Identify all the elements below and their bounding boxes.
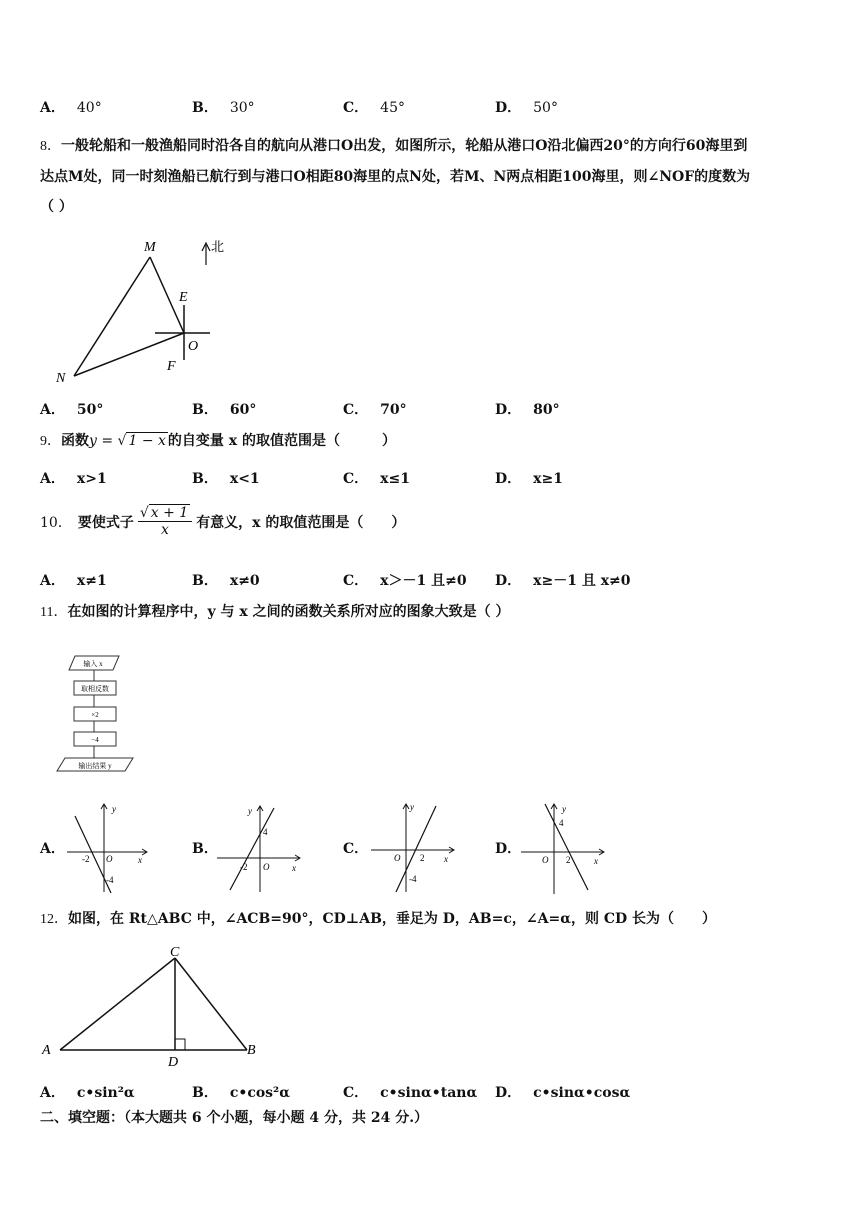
svg-text:取相反数: 取相反数: [81, 685, 109, 693]
q10-fraction: $\frac{√ x + 1}{x}$: [138, 505, 192, 538]
svg-text:y: y: [410, 802, 414, 812]
q7-option-a: A． 40°: [40, 100, 102, 116]
q11-option-d-label: D．: [495, 841, 522, 857]
svg-text:输出结果 y: 输出结果 y: [78, 762, 112, 770]
q10-option-b: B． x≠0: [192, 573, 260, 589]
q8-option-b: B． 60°: [192, 402, 257, 418]
svg-text:×2: ×2: [91, 711, 99, 719]
svg-text:x: x: [292, 863, 296, 873]
q8-option-a: A． 50°: [40, 402, 104, 418]
svg-text:-2: -2: [82, 854, 90, 864]
q8-label-m: M: [144, 240, 156, 255]
section-2-heading: 二、填空题：（本大题共 6 个小题，每小题 4 分，共 24 分.）: [40, 1110, 429, 1126]
svg-text:O: O: [263, 862, 270, 872]
q11-option-b-label: B．: [192, 841, 218, 857]
q8-label-o: O: [188, 339, 199, 354]
q12-label-d: D: [168, 1055, 179, 1070]
q10-question: 10． 要使式子 $\frac{√ x + 1}{x}$ 有意义，x 的取值范围是（ ）: [40, 505, 406, 538]
q8-figure: [40, 235, 240, 385]
q8-label-north: 北: [211, 239, 225, 254]
q9-question: 9．函数y = √ 1 − x 的自变量 x 的取值范围是（ ）: [40, 433, 397, 449]
q7-option-d: D． 50°: [495, 100, 558, 116]
svg-text:O: O: [106, 854, 113, 864]
q12-label-b: B: [247, 1043, 256, 1058]
q10-option-c: C． x＞－1 且≠0: [343, 573, 467, 589]
q11-option-c-label: C．: [343, 841, 369, 857]
q7-option-c: C． 45°: [343, 100, 405, 116]
q8-label-n: N: [56, 371, 66, 385]
q10-option-d: D． x≥－1 且 x≠0: [495, 573, 631, 589]
svg-text:2: 2: [566, 855, 571, 865]
q8-label-f: F: [167, 359, 176, 374]
q11-question: 11．在如图的计算程序中，y 与 x 之间的函数关系所对应的图象大致是（ ）: [40, 604, 510, 620]
svg-text:2: 2: [420, 853, 425, 863]
q8-question: 8．一般轮船和一般渔船同时沿各自的航向从港口O出发，如图所示，轮船从港口O沿北偏西20°的方向行60海里到 达点M处，同一时刻渔船已航行到与港口O相距80海里的点N处，若M、N两点相距100海里，则∠NOF的度数为 （ ）: [40, 138, 751, 215]
svg-text:x: x: [444, 854, 448, 864]
svg-text:4: 4: [263, 827, 268, 837]
svg-text:-4: -4: [106, 875, 114, 885]
q12-question: 12．如图，在 Rt△ABC 中，∠ACB=90°，CD⊥AB，垂足为 D，AB=c，∠A=α，则 CD 长为（ ）: [40, 911, 717, 927]
svg-text:y: y: [562, 804, 566, 814]
svg-text:O: O: [542, 855, 549, 865]
q12-option-a: A． c•sin²α: [40, 1085, 135, 1101]
q11-graph-d: [518, 800, 613, 895]
svg-text:-2: -2: [240, 862, 248, 872]
q12-option-c: C． c•sinα•tanα: [343, 1085, 478, 1101]
q11-graph-c: [366, 800, 461, 895]
q12-option-d: D． c•sinα•cosα: [495, 1085, 631, 1101]
svg-text:y: y: [248, 806, 252, 816]
svg-text:−4: −4: [91, 736, 99, 744]
q8-label-e: E: [179, 290, 188, 305]
q12-option-b: B． c•cos²α: [192, 1085, 290, 1101]
q10-option-a: A． x≠1: [40, 573, 107, 589]
q8-option-d: D． 80°: [495, 402, 560, 418]
svg-text:O: O: [394, 853, 401, 863]
svg-text:输入 x: 输入 x: [83, 660, 103, 668]
svg-text:x: x: [594, 856, 598, 866]
q8-option-c: C． 70°: [343, 402, 407, 418]
q9-option-b: B． x<1: [192, 471, 260, 487]
q11-graph-a: [62, 800, 152, 895]
svg-text:4: 4: [559, 818, 564, 828]
q12-label-c: C: [170, 945, 180, 960]
q9-option-a: A． x>1: [40, 471, 107, 487]
q11-flowchart: [55, 650, 145, 776]
svg-text:y: y: [112, 804, 116, 814]
q11-option-a-label: A．: [40, 841, 65, 857]
svg-text:x: x: [138, 855, 142, 865]
q9-option-d: D． x≥1: [495, 471, 563, 487]
q9-option-c: C． x≤1: [343, 471, 410, 487]
q12-label-a: A: [42, 1043, 51, 1058]
q11-graph-b: [212, 800, 307, 895]
svg-text:-4: -4: [409, 874, 417, 884]
q12-figure: [38, 940, 278, 1070]
q7-option-b: B． 30°: [192, 100, 255, 116]
